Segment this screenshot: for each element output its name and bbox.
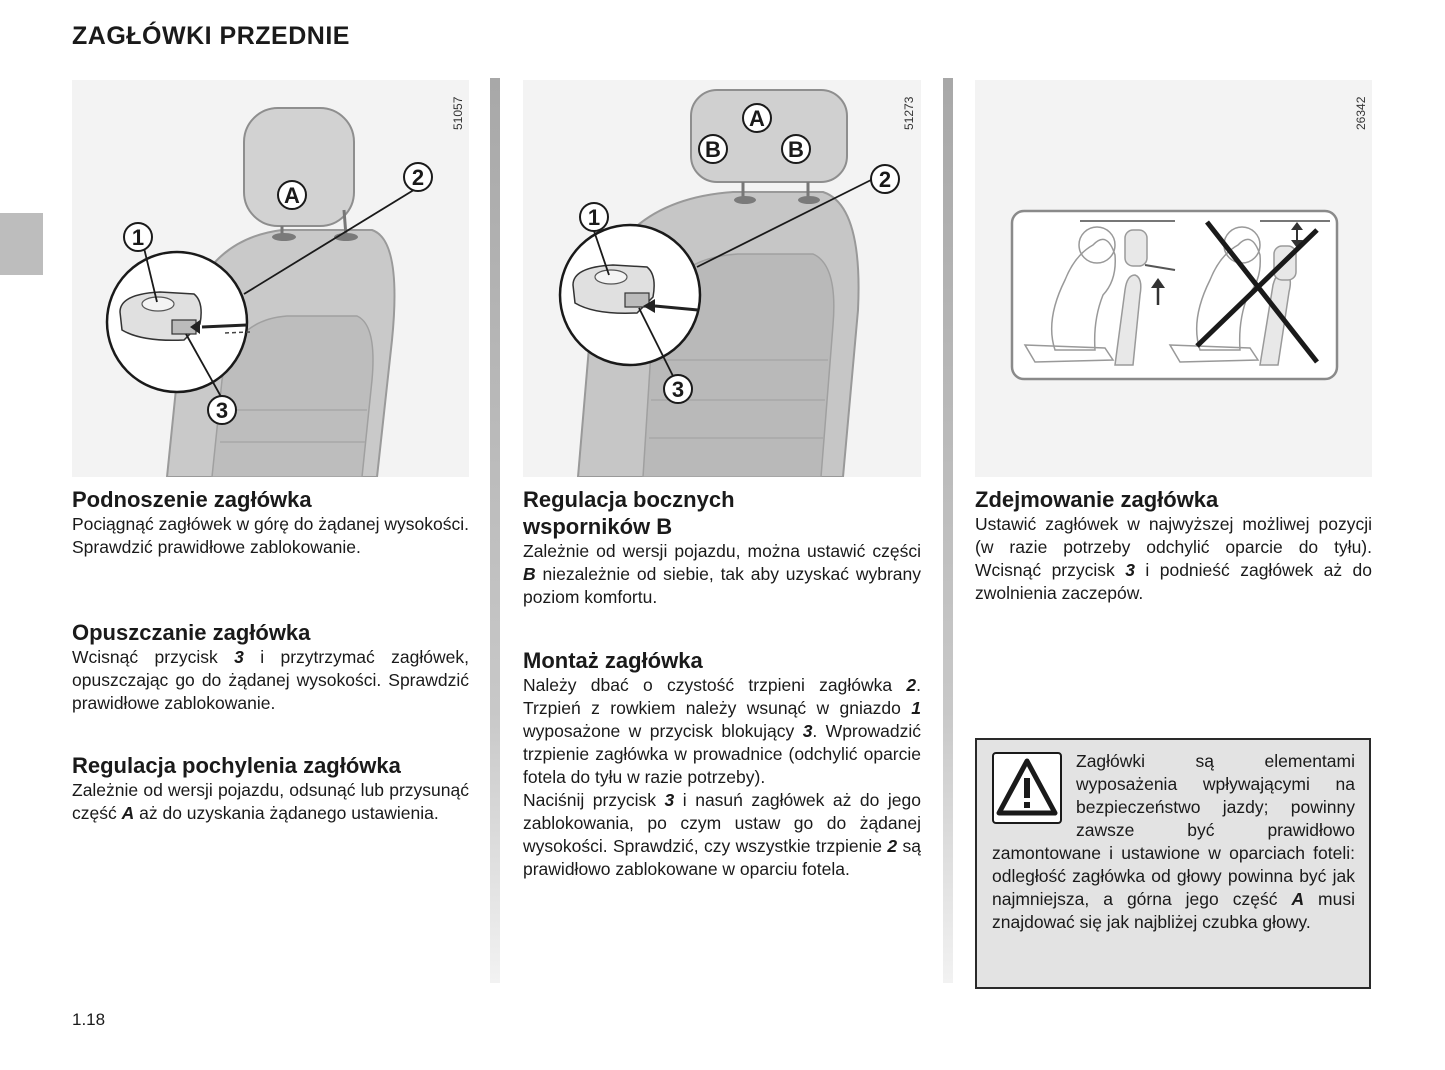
callout-B-right — [782, 135, 810, 163]
svg-text:1: 1 — [587, 205, 601, 230]
figure-side-supports — [523, 80, 921, 477]
svg-text:3: 3 — [215, 398, 229, 423]
section-body: Należy dbać o czystość trzpieni zagłówka 2. Trzpień z rowkiem należy wsunąć w gniazdo 1 wyposażone w przycisk blokujący 3. Wprowadzić trzpienie zagłówka w prowadnice (odchylić oparcie fotela do tyłu w razie potrzeby). — [523, 675, 921, 787]
callout-A — [278, 181, 306, 209]
chapter-tab — [0, 213, 43, 275]
svg-text:3: 3 — [671, 377, 685, 402]
figure-code: 26342 — [1354, 96, 1368, 130]
section-body: Zależnie od wersji pojazdu, odsunąć lub przysunąć część A aż do uzyskania żądanego ustawienia. — [72, 780, 469, 823]
section-body: Zależnie od wersji pojazdu, można ustawić części B niezależnie od siebie, tak aby uzyskać wybrany poziom komfortu. — [523, 541, 921, 607]
figure-headrest-position — [975, 80, 1372, 477]
section-heading: Zdejmowanie zagłówka — [975, 487, 1219, 512]
callout-2 — [404, 163, 432, 191]
page-title: ZAGŁÓWKI PRZEDNIE — [72, 22, 350, 50]
section-removal — [975, 486, 1372, 605]
callout-2 — [871, 165, 899, 193]
callout-1 — [580, 203, 608, 231]
warning-text: Zagłówki są elementami wyposażenia wpływającymi na bezpieczeństwo jazdy; powinny zawsze być prawidłowo zamontowane i ustawione w oparciach foteli: odległość zagłówka od głowy powinna być jak najmniejsza, a górna jego część A musi znajdować się jak najbliżej czubka głowy. — [992, 751, 1355, 932]
warning-triangle-icon — [992, 752, 1062, 824]
section-tilt — [72, 752, 469, 825]
section-heading: Montaż zagłówka — [523, 648, 703, 673]
section-heading: Opuszczanie zagłówka — [72, 620, 311, 645]
callout-A — [743, 104, 771, 132]
section-body: Ustawić zagłówek w najwyższej możliwej pozycji (w razie potrzeby odchylić oparcie do tyłu). Wcisnąć przycisk 3 i podnieść zagłówek aż do zwolnienia zaczepów. — [975, 514, 1373, 603]
section-body: Pociągnąć zagłówek w górę do żądanej wysokości. Sprawdzić prawidłowe zablokowanie. — [72, 514, 469, 557]
section-heading: Regulacja pochylenia zagłówka — [72, 753, 401, 778]
section-side-supports — [523, 486, 921, 609]
callout-1 — [124, 223, 152, 251]
svg-text:A: A — [749, 106, 765, 131]
svg-text:1: 1 — [131, 225, 145, 250]
callout-B-left — [699, 135, 727, 163]
svg-text:2: 2 — [411, 165, 425, 190]
svg-text:B: B — [705, 137, 721, 162]
figure-code: 51057 — [451, 96, 465, 130]
svg-text:2: 2 — [878, 167, 892, 192]
page-number: 1.18 — [72, 1010, 106, 1029]
svg-text:A: A — [284, 183, 300, 208]
section-lowering — [72, 619, 469, 715]
callout-3 — [664, 375, 692, 403]
safety-warning-box — [975, 738, 1371, 989]
figure-headrest-height — [72, 80, 469, 477]
column-divider — [490, 78, 500, 983]
column-divider — [943, 78, 953, 983]
section-body: Wcisnąć przycisk 3 i przytrzymać zagłówek, opuszczając go do żądanej wysokości. Sprawdzić prawidłowe zablokowanie. — [72, 647, 469, 713]
section-mounting — [523, 647, 921, 881]
section-heading: Podnoszenie zagłówka — [72, 487, 312, 512]
svg-text:B: B — [788, 137, 804, 162]
section-body: Naciśnij przycisk 3 i nasuń zagłówek aż do jego zablokowania, po czym ustaw go do żądanej wysokości. Sprawdzić, czy wszystkie trzpienie 2 są prawidłowo zablokowane w oparciu fotela. — [523, 790, 921, 879]
figure-code: 51273 — [902, 96, 916, 130]
callout-3 — [208, 396, 236, 424]
section-heading: Regulacja bocznych wsporników B — [523, 487, 735, 539]
section-lifting — [72, 486, 469, 559]
